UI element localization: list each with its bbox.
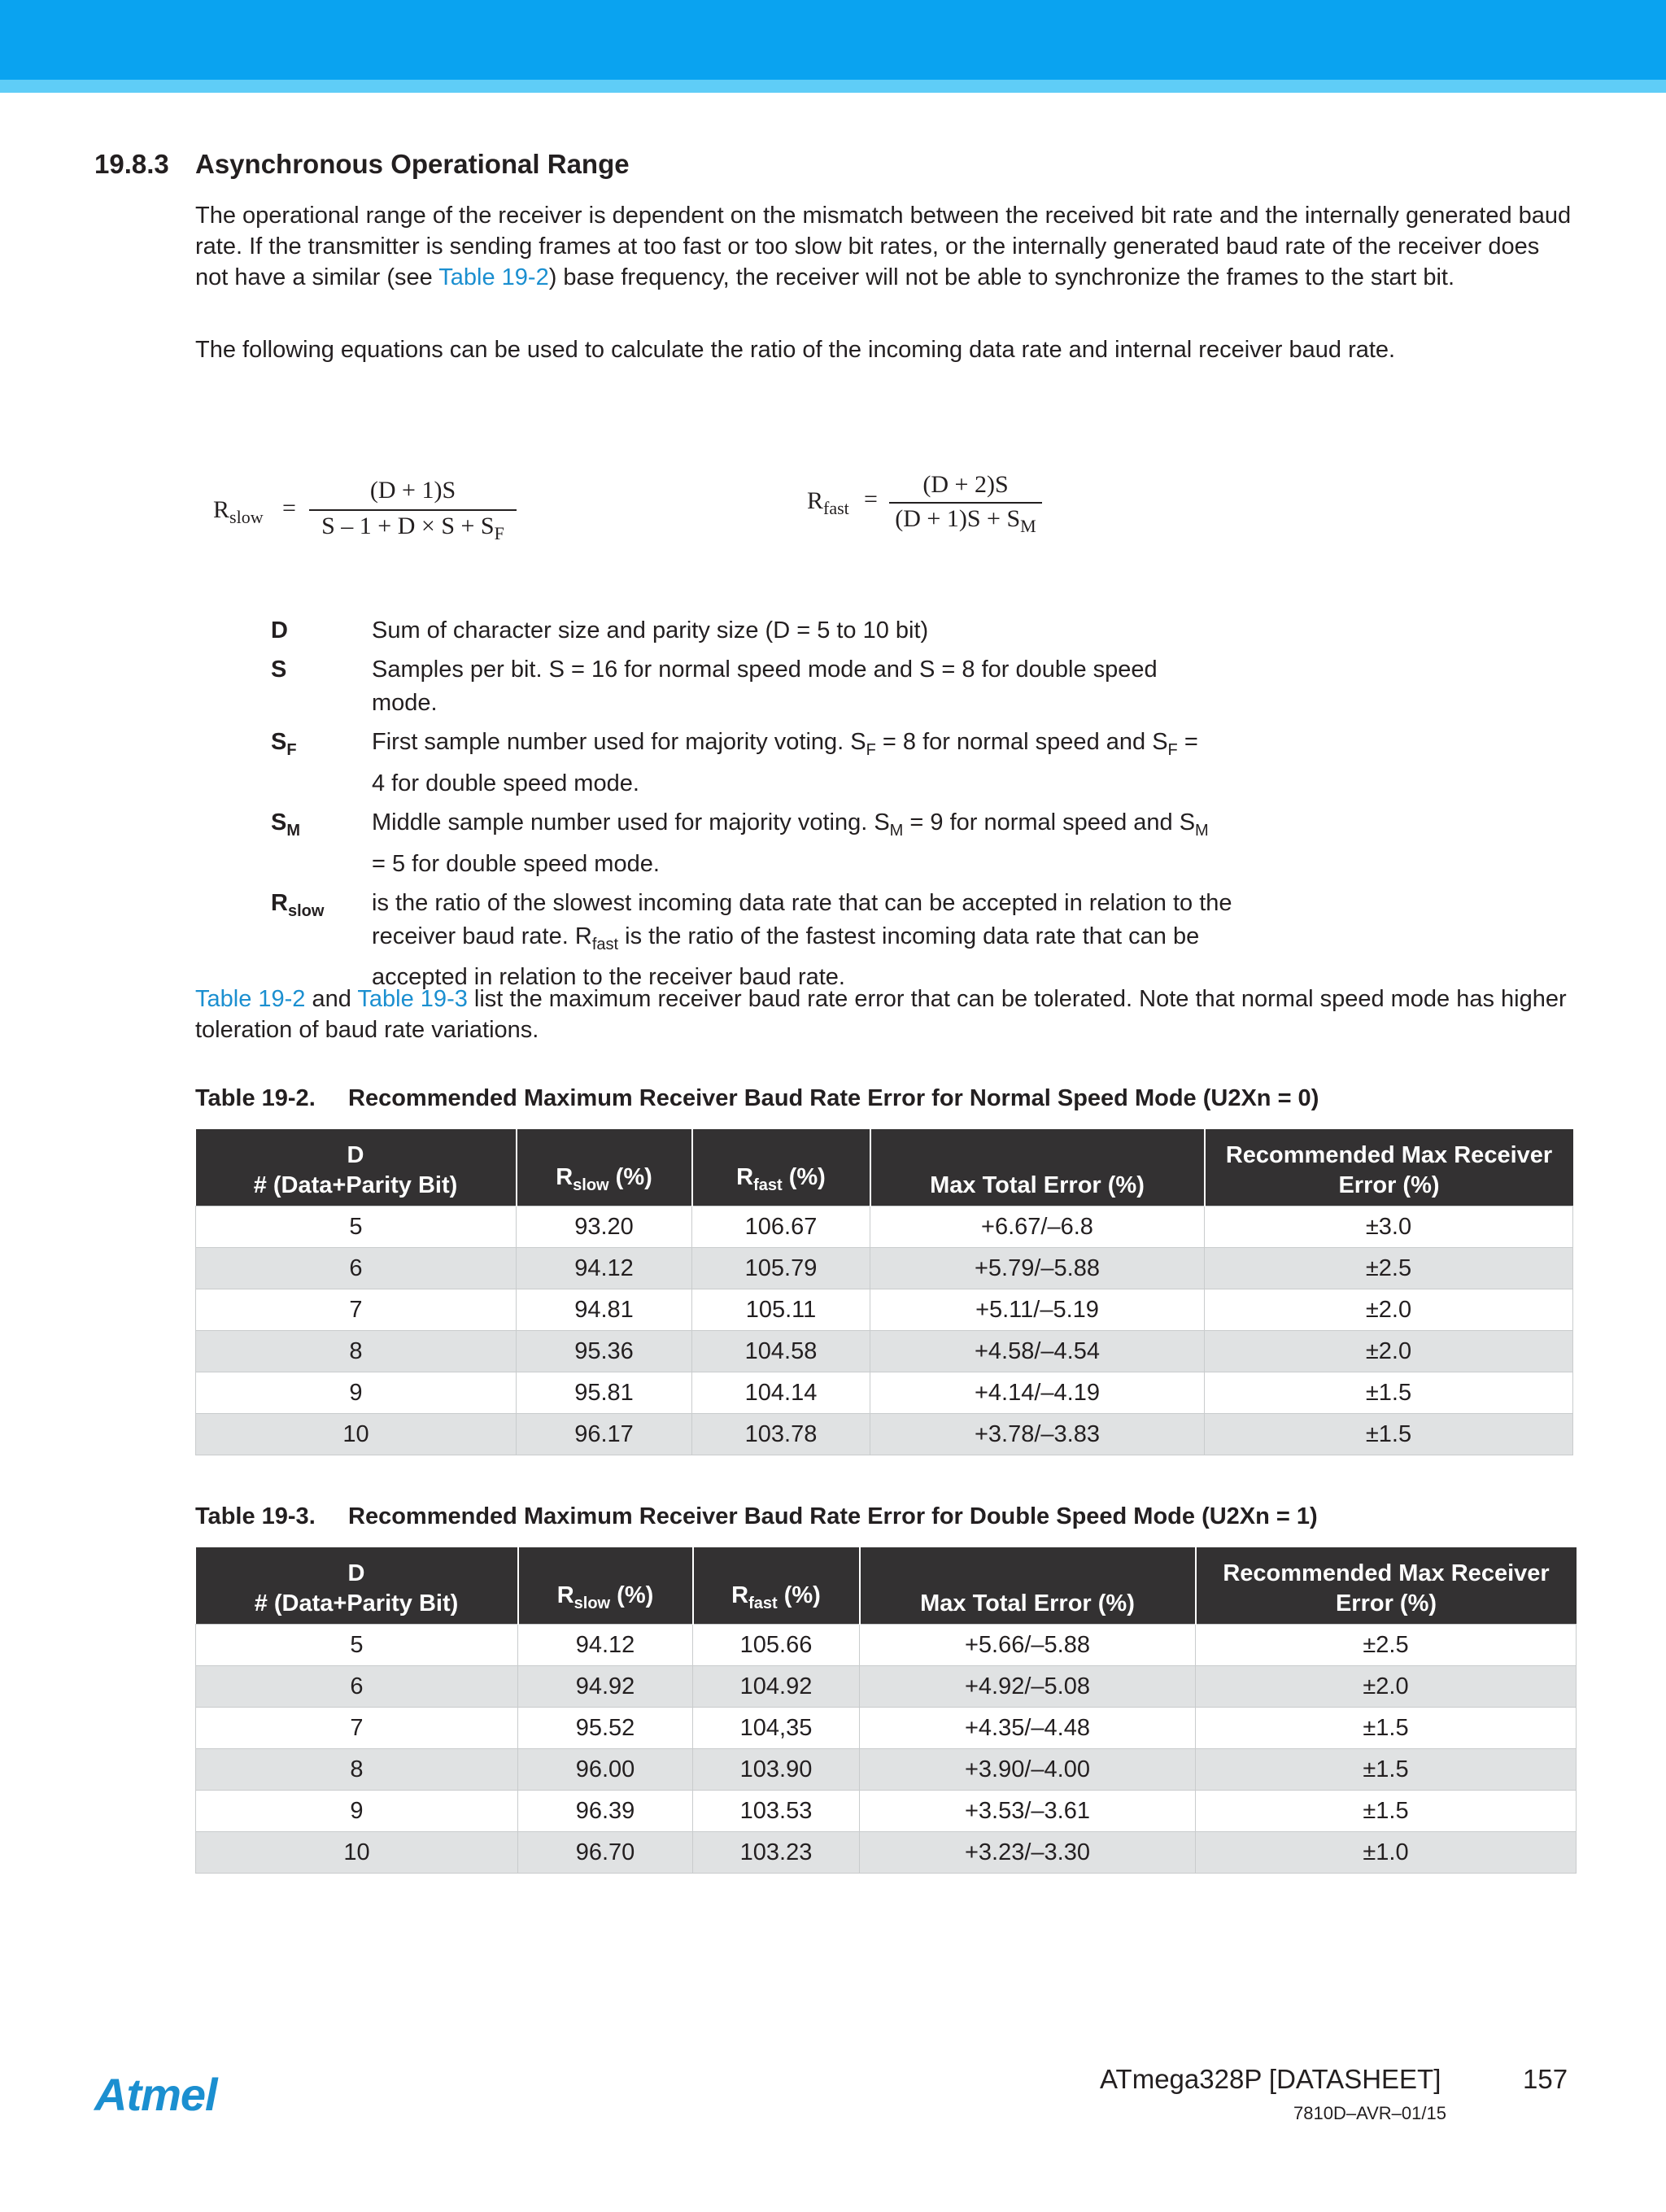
cell-recommended-error: ±1.5 bbox=[1205, 1372, 1573, 1414]
col-header-recommended-error: Recommended Max Receiver Error (%) bbox=[1205, 1129, 1573, 1206]
table-row bbox=[196, 1625, 1577, 1666]
cell-rslow: 94.12 bbox=[518, 1625, 693, 1666]
cell-rslow: 96.17 bbox=[517, 1414, 692, 1455]
intro-paragraph-1 bbox=[195, 200, 1578, 293]
definition-desc: First sample number used for majority voting. $S_F = 8$ for normal speed and $S_F = 4$ for double speed mode. bbox=[372, 729, 1198, 796]
eq-slow-fraction-bar bbox=[309, 509, 517, 511]
definition-d bbox=[271, 614, 1328, 648]
cell-rslow: 96.00 bbox=[518, 1749, 693, 1791]
link-table-19-2[interactable]: Table 19-2 bbox=[195, 986, 306, 1012]
col-header-rfast: $R_{fast}$ (%) bbox=[692, 1129, 870, 1206]
cell-rfast: 104.14 bbox=[692, 1372, 870, 1414]
cell-max-total-error: +3.53/–3.61 bbox=[860, 1791, 1196, 1832]
cell-recommended-error: ±1.5 bbox=[1196, 1749, 1577, 1791]
cell-recommended-error: ±1.0 bbox=[1196, 1832, 1577, 1874]
cell-rfast: 103.53 bbox=[693, 1791, 860, 1832]
cell-d: 7 bbox=[196, 1289, 517, 1331]
cell-rfast: 103.90 bbox=[693, 1749, 860, 1791]
table-row bbox=[196, 1708, 1577, 1749]
eq-slow-numerator: (D + 1)S bbox=[369, 477, 456, 504]
definition-desc: Sum of character size and parity size (D = 5 to 10 bit) bbox=[372, 617, 929, 644]
table1-caption bbox=[195, 1085, 1319, 1112]
cell-d: 9 bbox=[196, 1791, 518, 1832]
eq-fast-numerator: (D + 2)S bbox=[922, 471, 1009, 498]
table1-caption-number: Table 19-2. bbox=[195, 1085, 316, 1111]
table-row bbox=[196, 1791, 1577, 1832]
header-bar bbox=[0, 0, 1666, 80]
footer-doc-title: ATmega328P [DATASHEET] bbox=[1100, 2064, 1441, 2094]
col-header-d: D # (Data+Parity Bit) bbox=[196, 1129, 517, 1206]
header-stripe bbox=[0, 80, 1666, 93]
footer-page-number: 157 bbox=[1523, 2064, 1568, 2094]
cell-recommended-error: ±2.5 bbox=[1196, 1625, 1577, 1666]
cell-recommended-error: ±2.5 bbox=[1205, 1248, 1573, 1289]
cell-max-total-error: +4.92/–5.08 bbox=[860, 1666, 1196, 1708]
definition-term: $S_F$ bbox=[271, 729, 297, 759]
cell-rfast: 104,35 bbox=[693, 1708, 860, 1749]
definition-term: D bbox=[271, 617, 288, 644]
cell-d: 9 bbox=[196, 1372, 517, 1414]
cell-rslow: 93.20 bbox=[517, 1206, 692, 1248]
table-row bbox=[196, 1832, 1577, 1874]
table-header-row bbox=[196, 1129, 1573, 1206]
tables-note bbox=[195, 984, 1578, 1045]
cell-recommended-error: ±1.5 bbox=[1196, 1791, 1577, 1832]
cell-rslow: 96.70 bbox=[518, 1832, 693, 1874]
col-header-max-total-error: Max Total Error (%) bbox=[860, 1547, 1196, 1625]
table2-caption bbox=[195, 1503, 1318, 1530]
eq-fast-equals: = bbox=[864, 486, 878, 513]
cell-rslow: 94.12 bbox=[517, 1248, 692, 1289]
cell-d: 8 bbox=[196, 1749, 518, 1791]
cell-rslow: 95.52 bbox=[518, 1708, 693, 1749]
eq-fast-fraction-bar bbox=[889, 502, 1042, 504]
table-row bbox=[196, 1749, 1577, 1791]
table1-caption-text: Recommended Maximum Receiver Baud Rate Error for Normal Speed Mode (U2Xn = 0) bbox=[348, 1085, 1319, 1111]
cell-max-total-error: +5.79/–5.88 bbox=[870, 1248, 1205, 1289]
cell-rslow: 96.39 bbox=[518, 1791, 693, 1832]
section-title: Asynchronous Operational Range bbox=[195, 149, 630, 179]
eq-fast-denominator: $(D + 1)S + S_M$ bbox=[895, 505, 1036, 536]
atmel-logo: Atmel bbox=[94, 2069, 217, 2120]
tables-note-text: list the maximum receiver baud rate error that can be tolerated. Note that normal speed mode has higher toleration of baud rate variations. bbox=[195, 986, 1567, 1043]
col-header-max-total-error: Max Total Error (%) bbox=[870, 1129, 1205, 1206]
definition-sm bbox=[271, 806, 1328, 881]
footer-doc-number: 7810D–AVR–01/15 bbox=[1293, 2103, 1446, 2123]
cell-rfast: 104.58 bbox=[692, 1331, 870, 1372]
cell-d: 6 bbox=[196, 1666, 518, 1708]
intro-paragraph-2: The following equations can be used to calculate the ratio of the incoming data rate and internal receiver baud rate. bbox=[195, 337, 1396, 363]
cell-rfast: 104.92 bbox=[693, 1666, 860, 1708]
definition-rslow bbox=[271, 887, 1328, 995]
cell-d: 5 bbox=[196, 1625, 518, 1666]
cell-rslow: 95.36 bbox=[517, 1331, 692, 1372]
tables-note-and: and bbox=[305, 986, 358, 1012]
table-double-speed bbox=[195, 1547, 1577, 1874]
cell-max-total-error: +5.66/–5.88 bbox=[860, 1625, 1196, 1666]
cell-rslow: 94.81 bbox=[517, 1289, 692, 1331]
table-row bbox=[196, 1206, 1573, 1248]
cell-rfast: 103.78 bbox=[692, 1414, 870, 1455]
intro-text-b: ) base frequency, the receiver will not be able to synchronize the frames to the start bit. bbox=[548, 264, 1455, 290]
definition-term: $S_M$ bbox=[271, 809, 301, 840]
table-row bbox=[196, 1248, 1573, 1289]
table-row bbox=[196, 1414, 1573, 1455]
eq-slow-denominator: $S - 1 + D \times S + S_F$ bbox=[321, 513, 504, 543]
definition-term: $R_{slow}$ bbox=[271, 889, 325, 920]
table-normal-speed bbox=[195, 1129, 1573, 1455]
table-row bbox=[196, 1372, 1573, 1414]
col-header-rslow: $R_{slow}$ (%) bbox=[517, 1129, 692, 1206]
eq-slow-lhs: $R_{slow}$ bbox=[213, 496, 264, 527]
definition-desc: Samples per bit. S = 16 for normal speed mode and S = 8 for double speed mode. bbox=[372, 657, 1158, 716]
definitions-list bbox=[271, 614, 1328, 1000]
cell-rslow: 94.92 bbox=[518, 1666, 693, 1708]
table-row bbox=[196, 1331, 1573, 1372]
definition-s bbox=[271, 653, 1328, 720]
table-header-row bbox=[196, 1547, 1577, 1625]
cell-rfast: 105.11 bbox=[692, 1289, 870, 1331]
definition-desc: Middle sample number used for majority voting. $S_M = 9$ for normal speed and $S_M = 5$ for double speed mode. bbox=[372, 809, 1209, 877]
cell-max-total-error: +4.14/–4.19 bbox=[870, 1372, 1205, 1414]
cell-recommended-error: ±1.5 bbox=[1196, 1708, 1577, 1749]
cell-max-total-error: +5.11/–5.19 bbox=[870, 1289, 1205, 1331]
link-table-19-2[interactable]: Table 19-2 bbox=[438, 264, 549, 290]
cell-recommended-error: ±1.5 bbox=[1205, 1414, 1573, 1455]
cell-max-total-error: +3.23/–3.30 bbox=[860, 1832, 1196, 1874]
link-table-19-3[interactable]: Table 19-3 bbox=[357, 986, 468, 1012]
cell-max-total-error: +3.90/–4.00 bbox=[860, 1749, 1196, 1791]
cell-max-total-error: +4.35/–4.48 bbox=[860, 1708, 1196, 1749]
cell-d: 6 bbox=[196, 1248, 517, 1289]
definition-desc: is the ratio of the slowest incoming data rate that can be accepted in relation to the receiver baud rate. $R_{fast}$ is the ratio of the fastest incoming data rate that can be accepted in relation to the receiver baud rate. bbox=[372, 889, 1232, 991]
eq-fast-lhs: $R_{fast}$ bbox=[807, 487, 849, 518]
cell-rfast: 106.67 bbox=[692, 1206, 870, 1248]
section-number: 19.8.3 bbox=[94, 149, 169, 179]
section-heading bbox=[94, 149, 630, 180]
intro-text-a: The operational range of the receiver is dependent on the mismatch between the received bit rate and the internally generated baud rate. If the transmitter is sending frames at too fast or too slow bit rates, or the internally generated baud rate of the receiver does not have a similar (see bbox=[195, 203, 1572, 290]
cell-d: 10 bbox=[196, 1832, 518, 1874]
table-row bbox=[196, 1289, 1573, 1331]
cell-max-total-error: +3.78/–3.83 bbox=[870, 1414, 1205, 1455]
table2-caption-text: Recommended Maximum Receiver Baud Rate Error for Double Speed Mode (U2Xn = 1) bbox=[348, 1503, 1318, 1529]
eq-slow-equals: = bbox=[282, 495, 296, 521]
definition-sf bbox=[271, 726, 1328, 801]
cell-d: 7 bbox=[196, 1708, 518, 1749]
col-header-recommended-error: Recommended Max Receiver Error (%) bbox=[1196, 1547, 1577, 1625]
cell-d: 8 bbox=[196, 1331, 517, 1372]
col-header-rslow: $R_{slow}$ (%) bbox=[518, 1547, 693, 1625]
table-row bbox=[196, 1666, 1577, 1708]
cell-max-total-error: +4.58/–4.54 bbox=[870, 1331, 1205, 1372]
table2-caption-number: Table 19-3. bbox=[195, 1503, 316, 1529]
cell-recommended-error: ±2.0 bbox=[1196, 1666, 1577, 1708]
col-header-rfast: $R_{fast}$ (%) bbox=[693, 1547, 860, 1625]
cell-d: 5 bbox=[196, 1206, 517, 1248]
cell-rfast: 103.23 bbox=[693, 1832, 860, 1874]
definition-term: S bbox=[271, 657, 287, 683]
cell-max-total-error: +6.67/–6.8 bbox=[870, 1206, 1205, 1248]
col-header-d: D # (Data+Parity Bit) bbox=[196, 1547, 518, 1625]
cell-rfast: 105.66 bbox=[693, 1625, 860, 1666]
cell-rfast: 105.79 bbox=[692, 1248, 870, 1289]
cell-recommended-error: ±2.0 bbox=[1205, 1331, 1573, 1372]
cell-recommended-error: ±3.0 bbox=[1205, 1206, 1573, 1248]
cell-d: 10 bbox=[196, 1414, 517, 1455]
cell-recommended-error: ±2.0 bbox=[1205, 1289, 1573, 1331]
cell-rslow: 95.81 bbox=[517, 1372, 692, 1414]
